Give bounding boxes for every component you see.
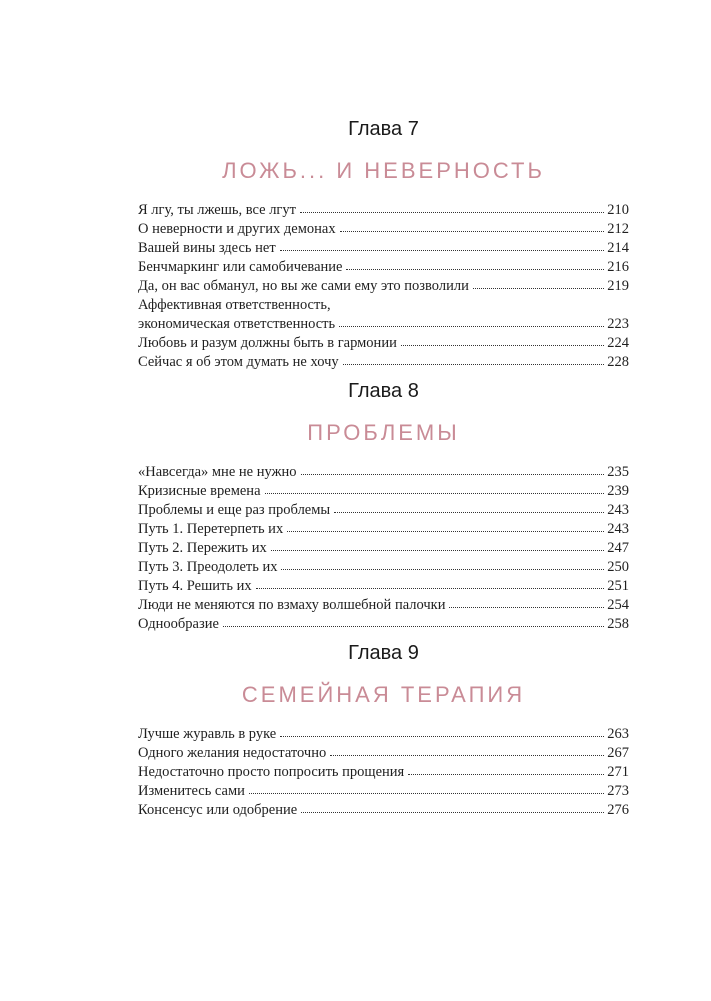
toc-entry	[138, 258, 629, 277]
chapter-7-section	[138, 116, 629, 372]
toc-entry	[138, 463, 629, 482]
dot-leader	[340, 231, 605, 232]
chapter-8-section	[138, 378, 629, 634]
chapter-title: ЛОЖЬ... И НЕВЕРНОСТЬ	[222, 158, 545, 183]
toc-entry-title: Да, он вас обманул, но вы же сами ему это позволили	[138, 278, 469, 294]
toc-page-number: 258	[607, 616, 629, 632]
toc-page-number: 243	[607, 521, 629, 537]
toc-entry-title: Лучше журавль в руке	[138, 726, 277, 742]
toc-entry-title: Я лгу, ты лжешь, все лгут	[138, 202, 296, 218]
toc-list	[138, 463, 629, 634]
toc-page-number: 239	[607, 483, 629, 499]
toc-entry-title: Путь 4. Решить их	[138, 578, 252, 594]
toc-page-number: 263	[607, 726, 629, 742]
chapter-title: СЕМЕЙНАЯ ТЕРАПИЯ	[241, 682, 526, 707]
dot-leader	[287, 531, 604, 532]
toc-entry	[138, 615, 629, 634]
dot-leader	[330, 755, 604, 756]
toc-page-number: 219	[607, 278, 629, 294]
dot-leader	[256, 588, 605, 589]
toc-entry-title: Любовь и разум должны быть в гармонии	[138, 335, 397, 351]
toc-entry-title: Кризисные времена	[138, 483, 261, 499]
dot-leader	[473, 288, 604, 289]
toc-entry	[138, 725, 629, 744]
dot-leader	[300, 212, 604, 213]
toc-entry	[138, 520, 629, 539]
toc-page-number: 228	[607, 354, 629, 370]
toc-entry	[138, 744, 629, 763]
dot-leader	[301, 812, 604, 813]
toc-entry-title: Аффективная ответственность,	[138, 297, 331, 313]
toc-entry-title: экономическая ответственность	[138, 316, 336, 332]
toc-entry	[138, 577, 629, 596]
toc-page-number: 235	[607, 464, 629, 480]
toc-page-number: 224	[607, 335, 629, 351]
toc-page-number: 247	[607, 540, 629, 556]
chapter-9-section	[138, 640, 629, 820]
toc-page-number: 254	[607, 597, 629, 613]
toc-entry-title: О неверности и других демонах	[138, 221, 336, 237]
toc-page-number: 216	[607, 259, 629, 275]
toc-entry-title: Бенчмаркинг или самобичевание	[138, 259, 343, 275]
dot-leader	[339, 326, 604, 327]
toc-page-number: 214	[607, 240, 629, 256]
toc-entry	[138, 782, 629, 801]
dot-leader	[301, 474, 605, 475]
toc-page-number: 243	[607, 502, 629, 518]
toc-entry-title: Консенсус или одобрение	[138, 802, 298, 818]
toc-entry-title: Путь 2. Пережить их	[138, 540, 267, 556]
toc-entry	[138, 501, 629, 520]
chapter-label: Глава 9	[348, 642, 419, 664]
chapter-title: ПРОБЛЕМЫ	[307, 420, 460, 445]
toc-entry	[138, 296, 629, 315]
toc-entry	[138, 353, 629, 372]
dot-leader	[401, 345, 604, 346]
toc-page-number: 212	[607, 221, 629, 237]
toc-page-number: 273	[607, 783, 629, 799]
dot-leader	[223, 626, 604, 627]
dot-leader	[271, 550, 604, 551]
toc-page-number: 251	[607, 578, 629, 594]
toc-page-number: 271	[607, 764, 629, 780]
dot-leader	[280, 736, 604, 737]
toc-entry	[138, 482, 629, 501]
toc-entry-title: Сейчас я об этом думать не хочу	[138, 354, 339, 370]
toc-entry	[138, 334, 629, 353]
dot-leader	[249, 793, 604, 794]
toc-entry-title: Проблемы и еще раз проблемы	[138, 502, 331, 518]
dot-leader	[408, 774, 604, 775]
toc-entry	[138, 801, 629, 820]
toc-entry	[138, 315, 629, 334]
toc-entry	[138, 220, 629, 239]
dot-leader	[346, 269, 604, 270]
dot-leader	[280, 250, 605, 251]
toc-entry-title: Одного желания недостаточно	[138, 745, 327, 761]
dot-leader	[343, 364, 605, 365]
toc-entry-title: Путь 1. Перетерпеть их	[138, 521, 284, 537]
toc-page-number: 210	[607, 202, 629, 218]
dot-leader	[281, 569, 604, 570]
chapter-label: Глава 7	[348, 118, 419, 140]
toc-entry-title: Вашей вины здесь нет	[138, 240, 276, 256]
toc-entry	[138, 277, 629, 296]
toc-entry-title: «Навсегда» мне не нужно	[138, 464, 297, 480]
dot-leader	[265, 493, 605, 494]
toc-entry-title: Путь 3. Преодолеть их	[138, 559, 278, 575]
toc-page-number: 267	[607, 745, 629, 761]
toc-entry	[138, 596, 629, 615]
toc-list	[138, 201, 629, 372]
toc-entry	[138, 558, 629, 577]
toc-entry-title: Недостаточно просто попросить прощения	[138, 764, 405, 780]
toc-entry-title: Люди не меняются по взмаху волшебной палочки	[138, 597, 446, 613]
toc-page-number: 276	[607, 802, 629, 818]
toc-entry	[138, 539, 629, 558]
toc-list	[138, 725, 629, 820]
toc-entry	[138, 763, 629, 782]
toc-entry	[138, 239, 629, 258]
toc-page-number: 250	[607, 559, 629, 575]
dot-leader	[334, 512, 604, 513]
toc-entry-title: Однообразие	[138, 616, 219, 632]
toc-entry	[138, 201, 629, 220]
toc-page-number: 223	[607, 316, 629, 332]
dot-leader	[449, 607, 604, 608]
toc-entry-title: Изменитесь сами	[138, 783, 245, 799]
chapter-label: Глава 8	[348, 380, 419, 402]
